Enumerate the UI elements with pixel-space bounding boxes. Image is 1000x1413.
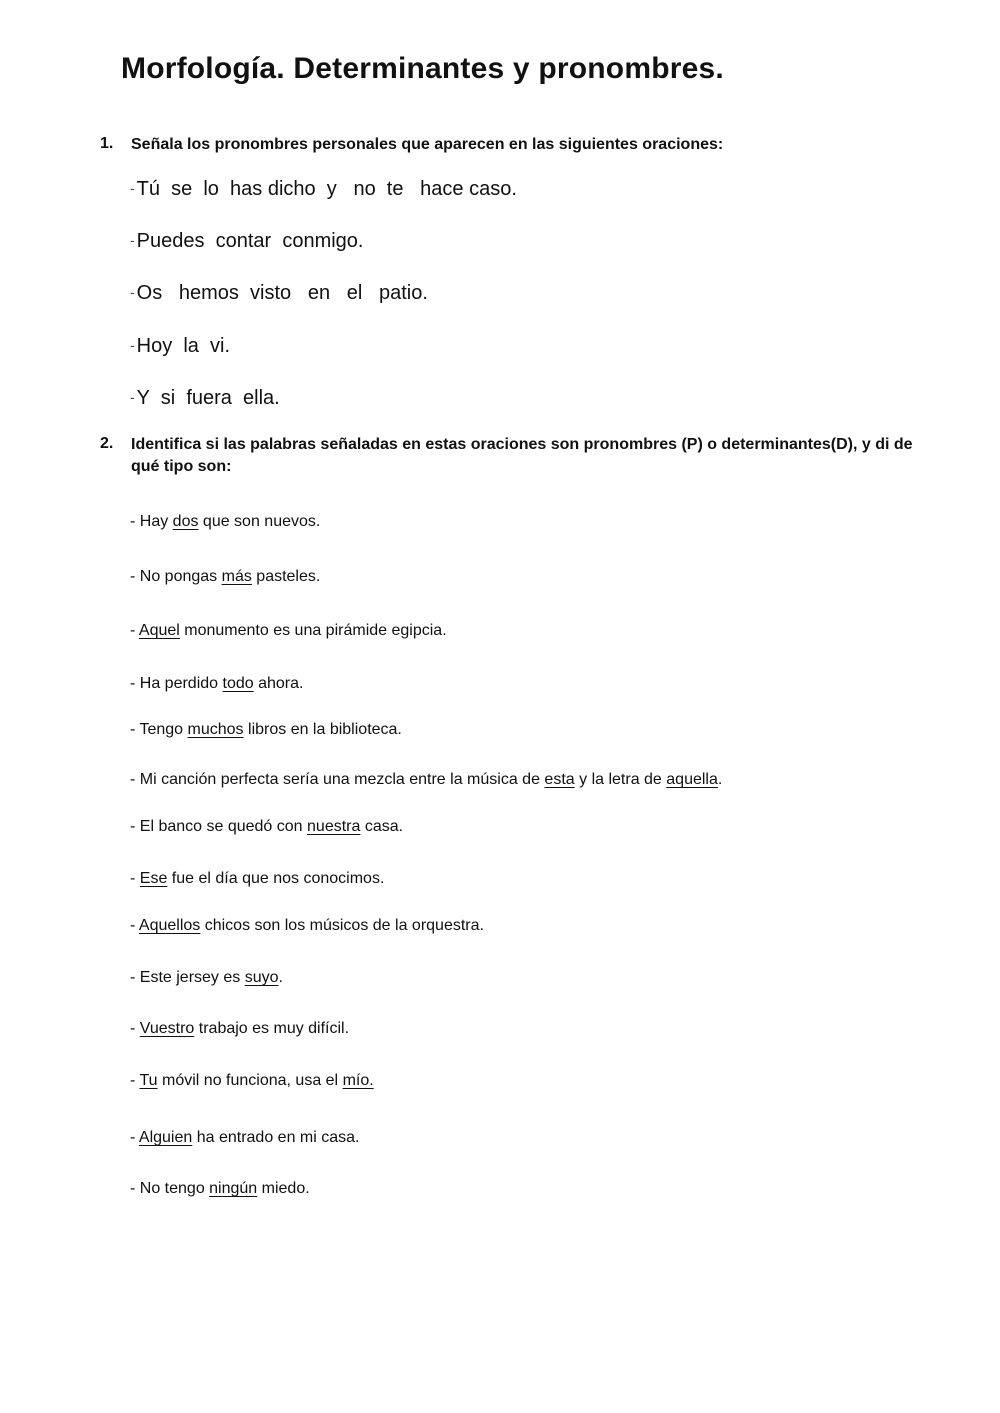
underlined-word: dos (172, 513, 199, 530)
q2-sentence (130, 771, 722, 789)
sentence-text: - Este jersey es (130, 969, 245, 986)
q2-sentence (130, 513, 320, 531)
underlined-word: Tu (139, 1072, 158, 1089)
underlined-word: Vuestro (139, 1020, 195, 1037)
underlined-word: nuestra (307, 818, 361, 835)
q2-sentence (130, 1180, 310, 1198)
sentence-text: - (130, 870, 140, 887)
sentence-text: miedo. (257, 1180, 310, 1197)
q1-sentence: - Os hemos visto en el patio. (130, 282, 428, 304)
list-dash: - (130, 180, 135, 196)
q2-sentence (130, 622, 447, 640)
sentence-text: - Hay (130, 513, 173, 530)
sentence-text: - No pongas (130, 568, 222, 585)
sentence-text: chicos son los músicos de la orquestra. (200, 917, 484, 934)
sentence-text: - (130, 1129, 139, 1146)
sentence-text: - (130, 917, 139, 934)
sentence-text: y la letra de (574, 771, 667, 788)
q2-sentence (130, 917, 484, 935)
question-2-number: 2. (100, 435, 114, 452)
sentence-text: que son nuevos. (198, 513, 321, 530)
page-title: Morfología. Determinantes y pronombres. (121, 52, 724, 85)
sentence-text: fue el día que nos conocimos. (167, 870, 385, 887)
underlined-word: Ese (139, 870, 168, 887)
q2-sentence (130, 568, 320, 586)
q2-sentence (130, 721, 402, 739)
sentence-text: móvil no funciona, usa el (157, 1072, 343, 1089)
sentence-text: - Tengo (130, 721, 188, 738)
sentence-text: casa. (360, 818, 404, 835)
q1-sentence: - Y si fuera ella. (130, 387, 280, 409)
question-2-text: Identifica si las palabras señaladas en estas oraciones son pronombres (P) o determinantes(D), y di de qué tipo son: (131, 436, 913, 475)
q2-sentence (130, 675, 303, 693)
q2-sentence (130, 818, 403, 836)
sentence-text: ahora. (253, 675, 304, 692)
underlined-word: mío. (342, 1072, 374, 1089)
sentence-text: - (130, 622, 139, 639)
underlined-word: Aquel (138, 622, 180, 639)
sentence-text: - (130, 1020, 140, 1037)
question-1-text: Señala los pronombres personales que aparecen en las siguientes oraciones: (131, 136, 724, 153)
list-dash: - (130, 232, 135, 248)
sentence-text: - (130, 1072, 140, 1089)
q2-sentence (130, 1129, 359, 1147)
q1-sentence: - Tú se lo has dicho y no te hace caso. (130, 178, 517, 200)
underlined-word: Aquellos (138, 917, 201, 934)
underlined-word: más (221, 568, 252, 585)
underlined-word: Alguien (138, 1129, 193, 1146)
question-1-number: 1. (100, 135, 114, 152)
sentence-text: trabajo es muy difícil. (194, 1020, 350, 1037)
sentence-text: - No tengo (130, 1180, 210, 1197)
q1-sentence: - Puedes contar conmigo. (130, 230, 364, 252)
list-dash: - (130, 284, 135, 300)
sentence-text: . (278, 969, 283, 986)
list-dash: - (130, 337, 135, 353)
underlined-word: todo (222, 675, 254, 692)
sentence-text: - El banco se quedó con (130, 818, 308, 835)
q2-sentence (130, 1072, 374, 1090)
sentence-text: - Mi canción perfecta sería una mezcla entre la música de (130, 771, 545, 788)
sentence-text: - Ha perdido (130, 675, 223, 692)
q1-sentence: - Hoy la vi. (130, 335, 231, 357)
q2-sentence (130, 1020, 349, 1038)
q2-sentence (130, 969, 283, 987)
q2-sentence (130, 870, 384, 888)
underlined-word: esta (544, 771, 575, 788)
underlined-word: suyo (244, 969, 279, 986)
list-dash: - (130, 389, 135, 405)
underlined-word: ningún (209, 1180, 258, 1197)
sentence-text: ha entrado en mi casa. (192, 1129, 360, 1146)
sentence-text: pasteles. (251, 568, 321, 585)
sentence-text: monumento es una pirámide egipcia. (179, 622, 447, 639)
sentence-text: libros en la biblioteca. (243, 721, 402, 738)
sentence-text: . (717, 771, 723, 788)
underlined-word: aquella (666, 771, 718, 788)
underlined-word: muchos (187, 721, 244, 738)
